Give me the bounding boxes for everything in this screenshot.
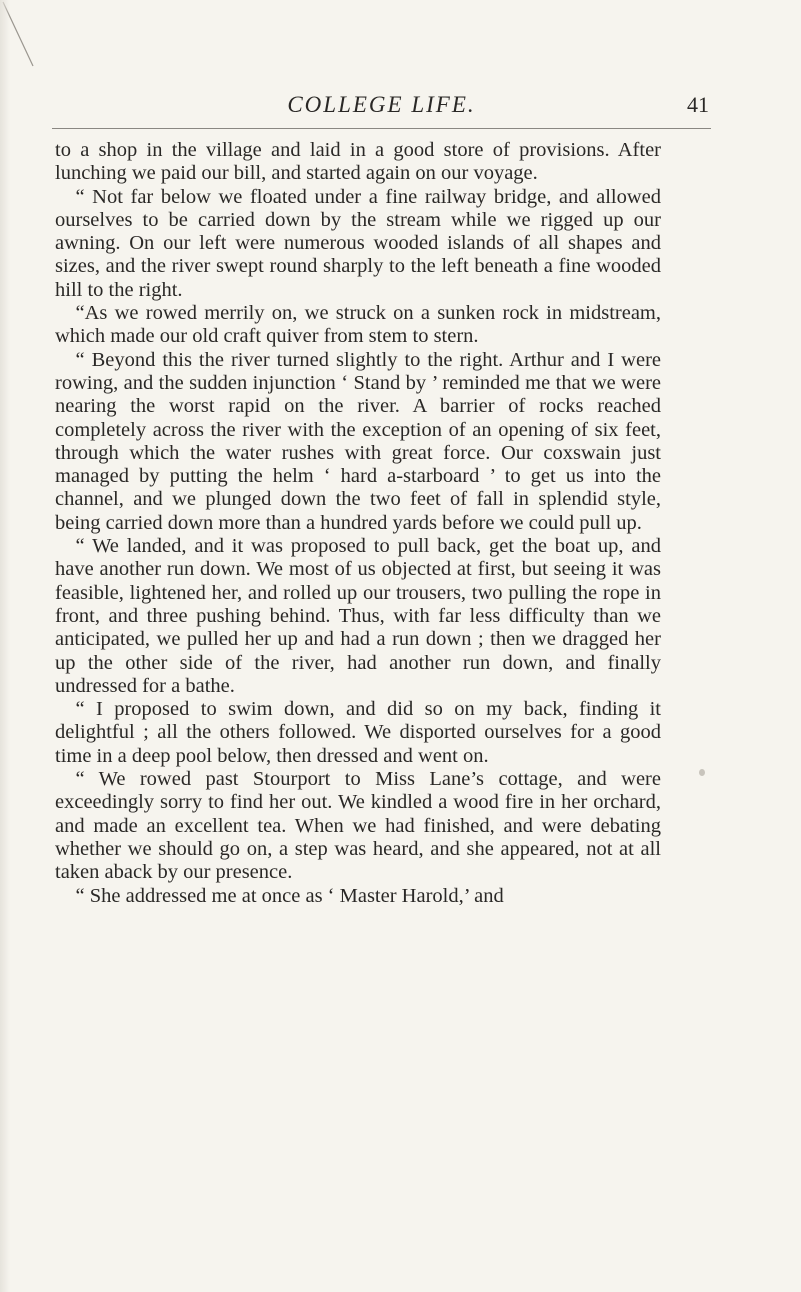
- page-number: 41: [687, 92, 709, 117]
- running-head: COLLEGE LIFE.: [287, 92, 476, 117]
- page-header: [52, 92, 711, 132]
- paragraph: “ I proposed to swim down, and did so on my back, finding it delightful ; all the others followed. We disported ourselves for a good time in a deep pool below, then dressed and went on.: [55, 698, 661, 767]
- paragraph: “ Beyond this the river turned slightly to the right. Arthur and I were rowing, and the sudden injunction ‘ Stand by ’ reminded me that we were nearing the worst rapid on the river. A barrier of rocks reached completely across the river with the exception of an opening of six feet, through which the water rushes with great force. Our coxswain just managed by putting the helm ‘ hard a-starboard ’ to get us into the channel, and we plunged down the two feet of fall in splendid style, being carried down more than a hundred yards before we could pull up.: [55, 348, 661, 534]
- paragraph: “ She addressed me at once as ‘ Master Harold,’ and: [75, 884, 504, 907]
- page-edge-shadow: [0, 0, 10, 1292]
- paragraph: “As we rowed merrily on, we struck on a sunken rock in midstream, which made our old craft quiver from stem to stern.: [55, 302, 661, 348]
- body-text: [55, 139, 661, 908]
- paragraph: “ We rowed past Stourport to Miss Lane’s cottage, and were exceedingly sorry to find her out. We kindled a wood fire in her orchard, and made an excellent tea. When we had finished, and were debating whether we should go on, a step was heard, and she appeared, not at all taken aback by our presence.: [55, 768, 661, 884]
- paragraph: “ Not far below we floated under a fine railway bridge, and allowed ourselves to be carried down by the stream while we rigged up our awning. On our left were numerous wooded islands of all shapes and sizes, and the river swept round sharply to the left beneath a fine wooded hill to the right.: [55, 185, 661, 301]
- paragraph: “ We landed, and it was proposed to pull back, get the boat up, and have another run down. We most of us objected at first, but seeing it was feasible, lightened her, and rolled up our trousers, two pulling the rope in front, and three pushing behind. Thus, with far less difficulty than we anticipated, we pulled her up and had a run down ; then we dragged her up the other side of the river, had another run down, and finally undressed for a bathe.: [55, 535, 661, 697]
- paragraph: to a shop in the village and laid in a good store of provisions. After lunching we paid our bill, and started again on our voyage.: [55, 139, 661, 185]
- paper-spot: [699, 769, 705, 776]
- header-rule: [52, 128, 711, 129]
